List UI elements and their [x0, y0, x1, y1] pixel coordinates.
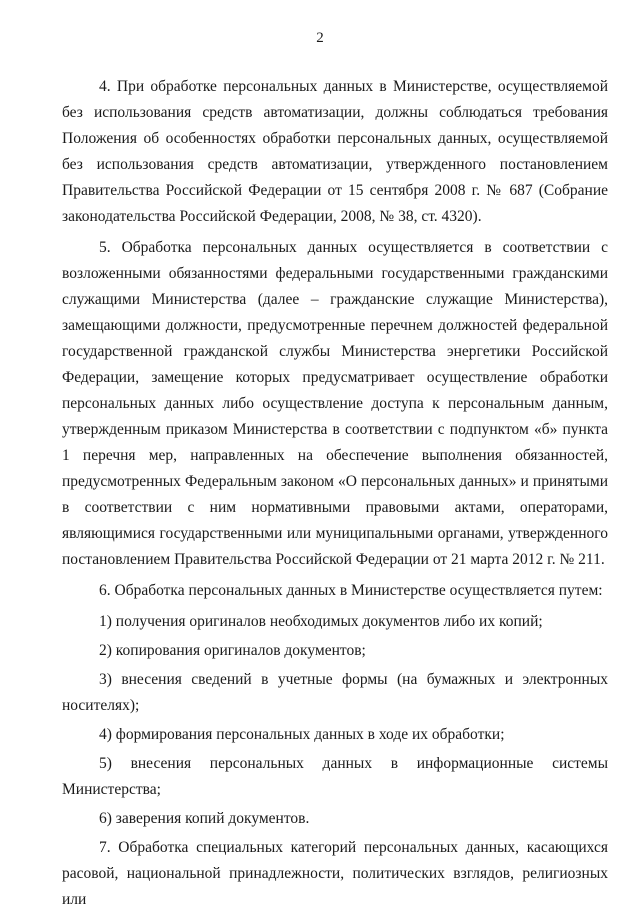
- list-item-3: 3) внесения сведений в учетные формы (на бумажных и электронных носителях);: [62, 671, 608, 714]
- list-item-2: 2) копирования оригиналов документов;: [99, 642, 366, 659]
- paragraph-5: 5. Обработка персональных данных осуществляется в соответствии с возложенными обязанностями федеральными государственными гражданскими служащими Министерства (далее – гражданские служащие Министерства), замещающими должности, предусмотренные перечнем должностей федеральной государственной гражданской службы Министерства энергетики Российской Федерации, замещение которых предусматривает осуществление обработки персональных данных либо осуществление доступа к персональным данным, утвержденным приказом Министерства в соответствии с подпунктом «б» пункта 1 перечня мер, направленных на обеспечение выполнения обязанностей, предусмотренных Федеральным законом «О персональных данных» и принятыми в соответствии с ним нормативными правовыми актами, операторами, являющимися государственными или муниципальными органами, утвержденного постановлением Правительства Российской Федерации от 21 марта 2012 г. № 211.: [62, 239, 608, 568]
- document-body: [62, 74, 608, 917]
- list-item-5: 5) внесения персональных данных в информационные системы Министерства;: [62, 755, 608, 798]
- page-number: 2: [316, 30, 324, 46]
- paragraph-6: 6. Обработка персональных данных в Министерстве осуществляется путем:: [99, 582, 603, 599]
- paragraph-4: 4. При обработке персональных данных в Министерстве, осуществляемой без использования средств автоматизации, должны соблюдаться требования Положения об особенностях обработки персональных данных, осуществляемой без использования средств автоматизации, утвержденного постановлением Правительства Российской Федерации от 15 сентября 2008 г. № 687 (Собрание законодательства Российской Федерации, 2008, № 38, ст. 4320).: [62, 78, 608, 225]
- list-item-1: 1) получения оригиналов необходимых документов либо их копий;: [99, 613, 543, 630]
- list-item-4: 4) формирования персональных данных в ходе их обработки;: [99, 726, 505, 743]
- paragraph-7: 7. Обработка специальных категорий персональных данных, касающихся расовой, национальной принадлежности, политических взглядов, религиозных или: [62, 839, 608, 908]
- list-item-6: 6) заверения копий документов.: [99, 810, 310, 827]
